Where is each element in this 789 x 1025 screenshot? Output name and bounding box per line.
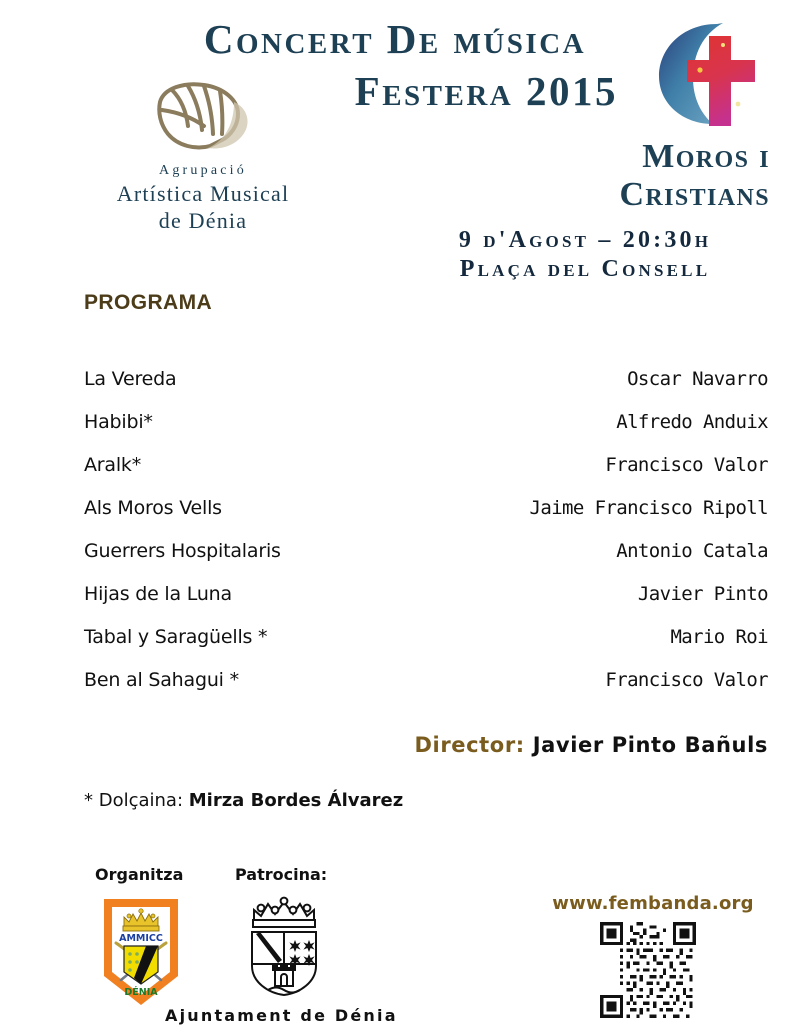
piece-title: Hijas de la Luna bbox=[84, 583, 232, 605]
director-line bbox=[84, 733, 768, 757]
event-details bbox=[400, 226, 770, 285]
composer-name: Alfredo Anduix bbox=[616, 411, 768, 433]
dolcaina-name: Mirza Bordes Álvarez bbox=[188, 790, 404, 811]
organitza-label: Organitza bbox=[95, 865, 184, 884]
svg-text:DÉNIA: DÉNIA bbox=[124, 987, 158, 998]
program-list bbox=[84, 368, 768, 712]
website-url[interactable]: www.fembanda.org bbox=[552, 893, 754, 914]
program-row bbox=[84, 411, 768, 454]
composer-name: Oscar Navarro bbox=[627, 368, 768, 390]
piece-title: Ben al Sahagui * bbox=[84, 669, 239, 691]
agrupacio-line-3: de Dénia bbox=[158, 208, 248, 233]
composer-name: Jaime Francisco Ripoll bbox=[529, 497, 768, 519]
conch-shell-icon bbox=[78, 78, 328, 156]
piece-title: Aralk* bbox=[84, 454, 142, 476]
piece-title: Als Moros Vells bbox=[84, 497, 222, 519]
composer-name: Javier Pinto bbox=[637, 583, 768, 605]
dolcaina-label: * Dolçaina: bbox=[84, 790, 189, 811]
programa-heading: PROGRAMA bbox=[84, 291, 213, 314]
agrupacio-line-2: Artística Musical bbox=[116, 181, 290, 206]
svg-text:AMMICC: AMMICC bbox=[119, 933, 163, 944]
program-row bbox=[84, 497, 768, 540]
crescent-moon-and-cross-icon bbox=[645, 8, 773, 136]
piece-title: La Vereda bbox=[84, 368, 177, 390]
denia-coat-of-arms-icon bbox=[238, 894, 330, 998]
agrupacio-logo-block bbox=[78, 78, 328, 234]
composer-name: Antonio Catala bbox=[616, 540, 768, 562]
program-row bbox=[84, 626, 768, 669]
qr-code-icon[interactable] bbox=[600, 922, 696, 1018]
composer-name: Francisco Valor bbox=[605, 669, 768, 691]
piece-title: Guerrers Hospitalaris bbox=[84, 540, 281, 562]
program-row bbox=[84, 669, 768, 712]
composer-name: Francisco Valor bbox=[605, 454, 768, 476]
title-line-1: Concert De música bbox=[203, 16, 587, 62]
piece-title: Tabal y Saragüells * bbox=[84, 626, 268, 648]
program-row bbox=[84, 540, 768, 583]
moros-cristians-title bbox=[420, 138, 770, 214]
event-venue: Plaça del Consell bbox=[459, 256, 711, 283]
moros-line-2: Cristians bbox=[619, 176, 770, 214]
director-label: Director: bbox=[414, 733, 525, 757]
ammicc-shield-icon bbox=[101, 896, 181, 1008]
patrocina-label: Patrocina: bbox=[235, 865, 328, 884]
director-name: Javier Pinto Bañuls bbox=[532, 733, 768, 757]
program-row bbox=[84, 583, 768, 626]
program-row bbox=[84, 454, 768, 497]
moros-line-1: Moros i bbox=[642, 138, 770, 175]
agrupacio-line-1: Agrupació bbox=[159, 163, 247, 178]
program-row bbox=[84, 368, 768, 411]
piece-title: Habibi* bbox=[84, 411, 153, 433]
title-line-2: Festera 2015 bbox=[354, 68, 618, 115]
dolcaina-note bbox=[84, 790, 403, 811]
composer-name: Mario Roi bbox=[670, 626, 768, 648]
event-date: 9 d'Agost – 20:30h bbox=[458, 227, 712, 253]
ajuntament-label: Ajuntament de Dénia bbox=[165, 1006, 398, 1025]
